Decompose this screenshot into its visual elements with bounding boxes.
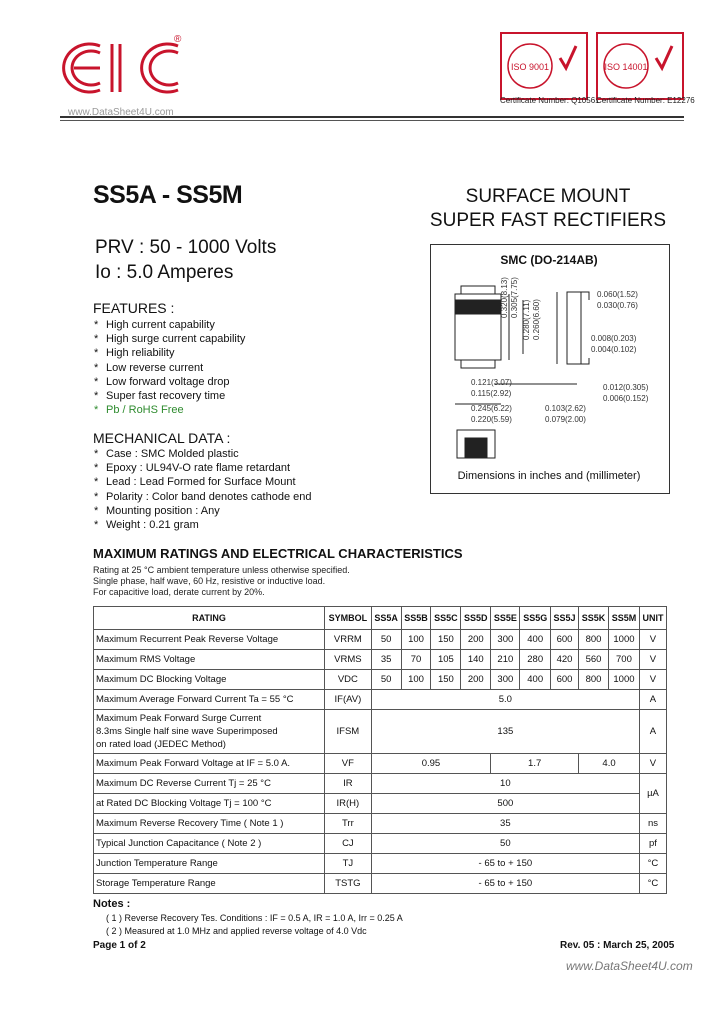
- feature-item: * Low reverse current: [94, 361, 245, 375]
- mech-list: [94, 447, 311, 532]
- value-cell: 280: [520, 650, 550, 670]
- mech-item: * Lead : Lead Formed for Surface Mount: [94, 475, 311, 489]
- symbol-cell: Trr: [325, 814, 372, 834]
- mech-item: * Weight : 0.21 gram: [94, 518, 311, 532]
- value-cell: 50: [371, 670, 401, 690]
- symbol-cell: CJ: [325, 834, 372, 854]
- col-ss5e: SS5E: [491, 607, 520, 630]
- revision: Rev. 05 : March 25, 2005: [560, 940, 675, 951]
- value-cell: 500: [371, 794, 639, 814]
- symbol-cell: IFSM: [325, 710, 372, 754]
- unit-cell: V: [639, 650, 666, 670]
- col-ss5j: SS5J: [550, 607, 578, 630]
- dim-value: 0.260(6.60): [532, 299, 541, 340]
- feature-item: * Low forward voltage drop: [94, 375, 245, 389]
- table-row: [94, 834, 667, 854]
- dim-value: 0.115(2.92): [471, 389, 512, 398]
- value-cell: 300: [491, 630, 520, 650]
- value-cell: 50: [371, 834, 639, 854]
- iso9001-badge: [500, 32, 588, 100]
- value-cell: 0.95: [371, 754, 490, 774]
- unit-cell: ns: [639, 814, 666, 834]
- symbol-cell: VF: [325, 754, 372, 774]
- unit-cell: V: [639, 754, 666, 774]
- col-unit: UNIT: [639, 607, 666, 630]
- col-ss5d: SS5D: [461, 607, 491, 630]
- value-cell: 100: [401, 630, 431, 650]
- rating-cell: Maximum DC Reverse Current Tj = 25 °C: [94, 774, 325, 794]
- value-cell: 35: [371, 814, 639, 834]
- rating-cell: Maximum Peak Forward Voltage at IF = 5.0 A.: [94, 754, 325, 774]
- symbol-cell: IR: [325, 774, 372, 794]
- dim-value: 0.004(0.102): [591, 345, 637, 354]
- value-cell: 135: [371, 710, 639, 754]
- value-cell: 35: [371, 650, 401, 670]
- col-ss5k: SS5K: [579, 607, 609, 630]
- feature-item: * High reliability: [94, 346, 245, 360]
- cert-number-9001: Certificate Number: Q10561: [500, 96, 600, 105]
- value-cell: 4.0: [579, 754, 640, 774]
- value-cell: 5.0: [371, 690, 639, 710]
- dim-value: 0.320(8.13): [500, 277, 509, 318]
- table-row: [94, 814, 667, 834]
- value-cell: 50: [371, 630, 401, 650]
- value-cell: 100: [401, 670, 431, 690]
- value-cell: 1000: [608, 670, 639, 690]
- value-cell: - 65 to + 150: [371, 874, 639, 894]
- dim-value: 0.103(2.62): [545, 404, 586, 413]
- unit-cell: V: [639, 670, 666, 690]
- col-symbol: SYMBOL: [325, 607, 372, 630]
- package-title: SMC (DO-214AB): [500, 253, 598, 267]
- table-row: [94, 630, 667, 650]
- package-footer: Dimensions in inches and (millimeter): [457, 470, 641, 482]
- subtitle-line-1: SURFACE MOUNT: [465, 186, 631, 207]
- rating-cell: Maximum Reverse Recovery Time ( Note 1 ): [94, 814, 325, 834]
- dim-value: 0.012(0.305): [603, 383, 649, 392]
- rating-cell: [94, 710, 325, 754]
- dim-value: 0.030(0.76): [597, 301, 638, 310]
- dim-value: 0.079(2.00): [545, 415, 586, 424]
- max-ratings-heading: MAXIMUM RATINGS AND ELECTRICAL CHARACTERISTICS: [93, 546, 463, 561]
- table-row: [94, 874, 667, 894]
- symbol-cell: TSTG: [325, 874, 372, 894]
- registered-mark: ®: [174, 34, 182, 45]
- value-cell: 700: [608, 650, 639, 670]
- rating-cell: Maximum Average Forward Current Ta = 55 °C: [94, 690, 325, 710]
- ratings-table: [93, 606, 667, 894]
- unit-cell: µA: [639, 774, 666, 814]
- table-row: [94, 854, 667, 874]
- value-cell: 10: [371, 774, 639, 794]
- col-ss5c: SS5C: [431, 607, 461, 630]
- value-cell: 400: [520, 630, 550, 650]
- symbol-cell: VDC: [325, 670, 372, 690]
- header-rule-thin: [60, 120, 684, 121]
- feature-item-rohs: * Pb / RoHS Free: [94, 403, 245, 417]
- symbol-cell: IF(AV): [325, 690, 372, 710]
- io-rating: Io : 5.0 Amperes: [95, 262, 234, 283]
- value-cell: 105: [431, 650, 461, 670]
- iso14001-badge: [596, 32, 684, 100]
- watermark-top: www.DataSheet4U.com: [68, 107, 174, 118]
- rating-cell: Junction Temperature Range: [94, 854, 325, 874]
- iso14001-label: ISO 14001: [604, 62, 648, 72]
- notes-heading: Notes :: [93, 898, 131, 910]
- cert-number-14001: Certificate Number: E12276: [596, 96, 695, 105]
- package-drawing: [431, 270, 667, 466]
- feature-item: * Super fast recovery time: [94, 389, 245, 403]
- symbol-cell: VRRM: [325, 630, 372, 650]
- header-rule: [60, 116, 684, 118]
- rating-cell: Storage Temperature Range: [94, 874, 325, 894]
- value-cell: 800: [579, 670, 609, 690]
- iso9001-label: ISO 9001: [510, 62, 550, 72]
- features-heading: FEATURES :: [93, 300, 175, 316]
- value-cell: 150: [431, 670, 461, 690]
- unit-cell: °C: [639, 874, 666, 894]
- features-list: [94, 318, 245, 417]
- rating-cell: Typical Junction Capacitance ( Note 2 ): [94, 834, 325, 854]
- value-cell: - 65 to + 150: [371, 854, 639, 874]
- table-row: [94, 754, 667, 774]
- note-item: ( 1 ) Reverse Recovery Tes. Conditions : IF = 0.5 A, IR = 1.0 A, Irr = 0.25 A: [106, 913, 403, 923]
- col-ss5m: SS5M: [608, 607, 639, 630]
- mech-item: * Epoxy : UL94V-O rate flame retardant: [94, 461, 311, 475]
- value-cell: 560: [579, 650, 609, 670]
- value-cell: 200: [461, 630, 491, 650]
- unit-cell: A: [639, 710, 666, 754]
- prv-rating: PRV : 50 - 1000 Volts: [95, 237, 277, 258]
- subtitle: [428, 186, 668, 232]
- rating-cell: Maximum RMS Voltage: [94, 650, 325, 670]
- part-title: SS5A - SS5M: [93, 181, 243, 209]
- value-cell: 600: [550, 670, 578, 690]
- symbol-cell: TJ: [325, 854, 372, 874]
- value-cell: 140: [461, 650, 491, 670]
- surge-line: Maximum Peak Forward Surge Current: [96, 713, 262, 724]
- dim-value: 0.305(7.75): [510, 277, 519, 318]
- rating-note: For capacitive load, derate current by 20%.: [93, 587, 265, 597]
- value-cell: 600: [550, 630, 578, 650]
- eic-logo: [60, 38, 190, 98]
- value-cell: 800: [579, 630, 609, 650]
- mech-item: * Case : SMC Molded plastic: [94, 447, 311, 461]
- unit-cell: V: [639, 630, 666, 650]
- note-item: ( 2 ) Measured at 1.0 MHz and applied reverse voltage of 4.0 Vdc: [106, 926, 367, 936]
- dim-value: 0.121(3.07): [471, 378, 512, 387]
- page-number: Page 1 of 2: [93, 940, 146, 951]
- col-ss5g: SS5G: [520, 607, 550, 630]
- table-row: [94, 690, 667, 710]
- table-row: [94, 794, 667, 814]
- dim-value: 0.006(0.152): [603, 394, 649, 403]
- value-cell: 200: [461, 670, 491, 690]
- feature-item: * High surge current capability: [94, 332, 245, 346]
- watermark-bottom: www.DataSheet4U.com: [566, 959, 693, 973]
- dim-value: 0.060(1.52): [597, 290, 638, 299]
- feature-item: * High current capability: [94, 318, 245, 332]
- value-cell: 210: [491, 650, 520, 670]
- mech-item: * Polarity : Color band denotes cathode end: [94, 490, 311, 504]
- col-rating: RATING: [94, 607, 325, 630]
- surge-line: on rated load (JEDEC Method): [96, 739, 226, 750]
- table-header-row: [94, 607, 667, 630]
- table-row: [94, 710, 667, 754]
- rating-cell: at Rated DC Blocking Voltage Tj = 100 °C: [94, 794, 325, 814]
- value-cell: 70: [401, 650, 431, 670]
- symbol-cell: IR(H): [325, 794, 372, 814]
- dim-value: 0.220(5.59): [471, 415, 512, 424]
- rating-note: Single phase, half wave, 60 Hz, resistive or inductive load.: [93, 576, 326, 586]
- value-cell: 400: [520, 670, 550, 690]
- rating-note: Rating at 25 °C ambient temperature unless otherwise specified.: [93, 565, 350, 575]
- col-ss5a: SS5A: [371, 607, 401, 630]
- value-cell: 1.7: [491, 754, 579, 774]
- rating-cell: Maximum DC Blocking Voltage: [94, 670, 325, 690]
- unit-cell: °C: [639, 854, 666, 874]
- subtitle-line-2: SUPER FAST RECTIFIERS: [429, 210, 667, 231]
- value-cell: 420: [550, 650, 578, 670]
- surge-line: 8.3ms Single half sine wave Superimposed: [96, 726, 278, 737]
- mech-heading: MECHANICAL DATA :: [93, 430, 231, 446]
- unit-cell: A: [639, 690, 666, 710]
- rating-cell: Maximum Recurrent Peak Reverse Voltage: [94, 630, 325, 650]
- symbol-cell: VRMS: [325, 650, 372, 670]
- dim-value: 0.245(6.22): [471, 404, 512, 413]
- unit-cell: pf: [639, 834, 666, 854]
- value-cell: 300: [491, 670, 520, 690]
- mech-item: * Mounting position : Any: [94, 504, 311, 518]
- value-cell: 1000: [608, 630, 639, 650]
- table-row: [94, 774, 667, 794]
- table-row: [94, 650, 667, 670]
- dim-value: 0.280(7.11): [522, 299, 531, 340]
- col-ss5b: SS5B: [401, 607, 431, 630]
- dim-value: 0.008(0.203): [591, 334, 637, 343]
- value-cell: 150: [431, 630, 461, 650]
- table-row: [94, 670, 667, 690]
